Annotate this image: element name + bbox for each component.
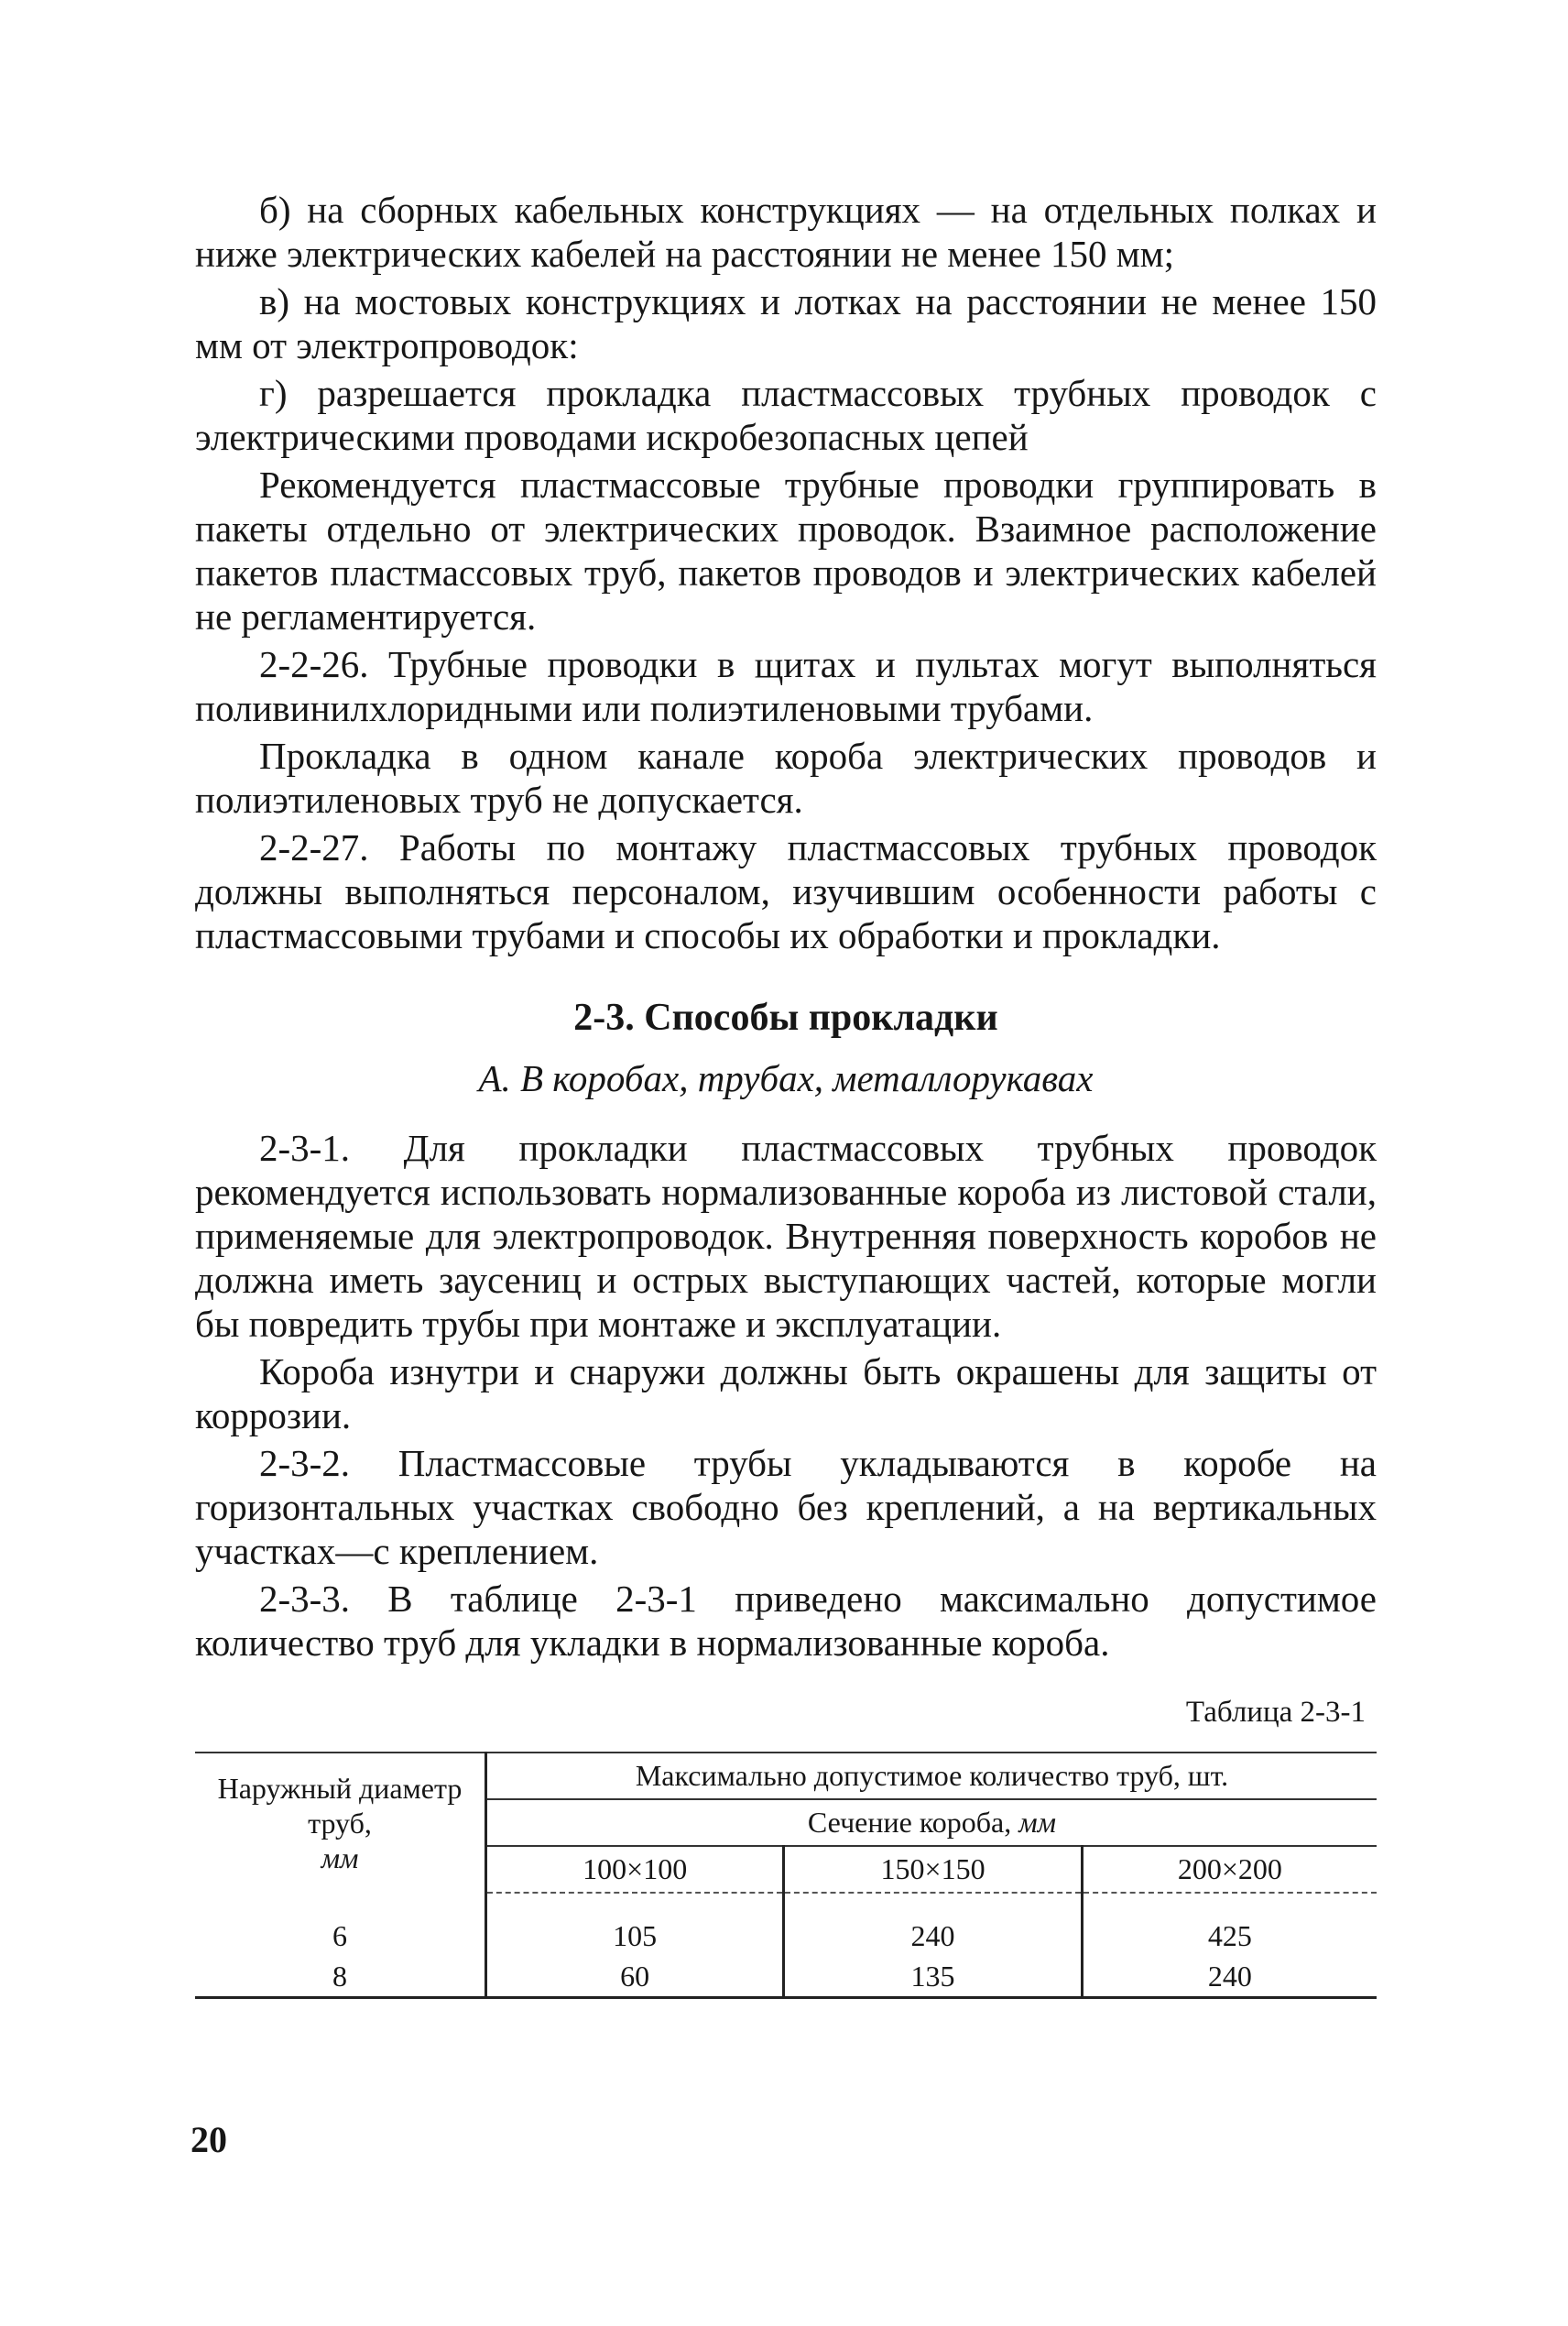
pipe-count-table (195, 1752, 1377, 1999)
paragraph: 2-3-1. Для прокладки пластмассовых трубных проводок рекомендуется использовать нормализованные короба из листовой стали, применяемые для электропроводок. Внутренняя поверхность коробов не должна иметь заусениц и острых выступающих частей, которые могли бы повредить трубы при монтаже и эксплуатации. (195, 1127, 1377, 1345)
box-section-header-cell (486, 1799, 1377, 1846)
paragraph: Короба изнутри и снаружи должны быть окрашены для защиты от коррозии. (195, 1350, 1377, 1436)
value-cell: 425 (1207, 1919, 1252, 1952)
diameter-header-cell (195, 1753, 486, 1893)
column-header: 150×150 (784, 1846, 1082, 1893)
value-cell: 240 (1207, 1960, 1252, 1993)
table-header-row (195, 1753, 1377, 1799)
section-title: 2-3. Способы прокладки (573, 997, 998, 1039)
paragraph: Прокладка в одном канале короба электрических проводов и полиэтиленовых труб не допускается. (195, 735, 1377, 821)
box-section-header: Сечение короба, (807, 1806, 1012, 1839)
value-cell: 240 (784, 1893, 1082, 1956)
paragraph: 2-3-3. В таблице 2-3-1 приведено максимально допустимое количество труб для укладки в нормализованные короба. (195, 1578, 1377, 1664)
value-cell: 105 (486, 1893, 784, 1956)
paragraph: в) на мостовых конструкциях и лотках на расстоянии не менее 150 мм от электропроводок: (195, 280, 1377, 366)
paragraph: 2-2-26. Трубные проводки в щитах и пультах могут выполняться поливинилхлоридными или полиэтиленовыми трубами. (195, 643, 1377, 729)
diameter-header: Наружный диаметр труб, (217, 1772, 463, 1840)
page-content (195, 188, 1377, 1999)
diameter-unit: мм (321, 1841, 359, 1874)
table-row (195, 1956, 1377, 1998)
diameter-cell: 6 (195, 1893, 486, 1956)
page-number: 20 (191, 2119, 227, 2160)
table-caption: Таблица 2-3-1 (1185, 1696, 1366, 1729)
paragraph: Рекомендуется пластмассовые трубные проводки группировать в пакеты отдельно от электрических проводок. Взаимное расположение пакетов пластмассовых труб, пакетов проводов и электрических кабелей не регламентируется. (195, 464, 1377, 638)
subsection-title: А. В коробах, трубах, металлорукавах (478, 1057, 1094, 1099)
paragraphs-bottom (195, 1126, 1377, 1665)
column-header: 100×100 (486, 1846, 784, 1893)
paragraphs-top (195, 188, 1377, 957)
paragraph: г) разрешается прокладка пластмассовых трубных проводок с электрическими проводами искробезопасных цепей (195, 372, 1377, 458)
paragraph: 2-3-2. Пластмассовые трубы укладываются в коробе на горизонтальных участках свободно без креплений, а на вертикальных участках—с креплением. (195, 1442, 1377, 1572)
value-cell: 135 (784, 1956, 1082, 1998)
value-cell: 60 (486, 1956, 784, 1998)
paragraph: 2-2-27. Работы по монтажу пластмассовых трубных проводок должны выполняться персоналом, изучившим особенности работы с пластмассовыми трубами и способы их обработки и прокладки. (195, 826, 1377, 956)
max-count-header: Максимально допустимое количество труб, шт. (486, 1753, 1377, 1799)
column-header: 200×200 (1082, 1846, 1377, 1893)
box-section-unit: мм (1018, 1806, 1057, 1839)
diameter-cell: 8 (195, 1956, 486, 1998)
paragraph: б) на сборных кабельных конструкциях — на отдельных полках и ниже электрических кабелей на расстоянии не менее 150 мм; (195, 189, 1377, 275)
table-row (195, 1893, 1377, 1956)
